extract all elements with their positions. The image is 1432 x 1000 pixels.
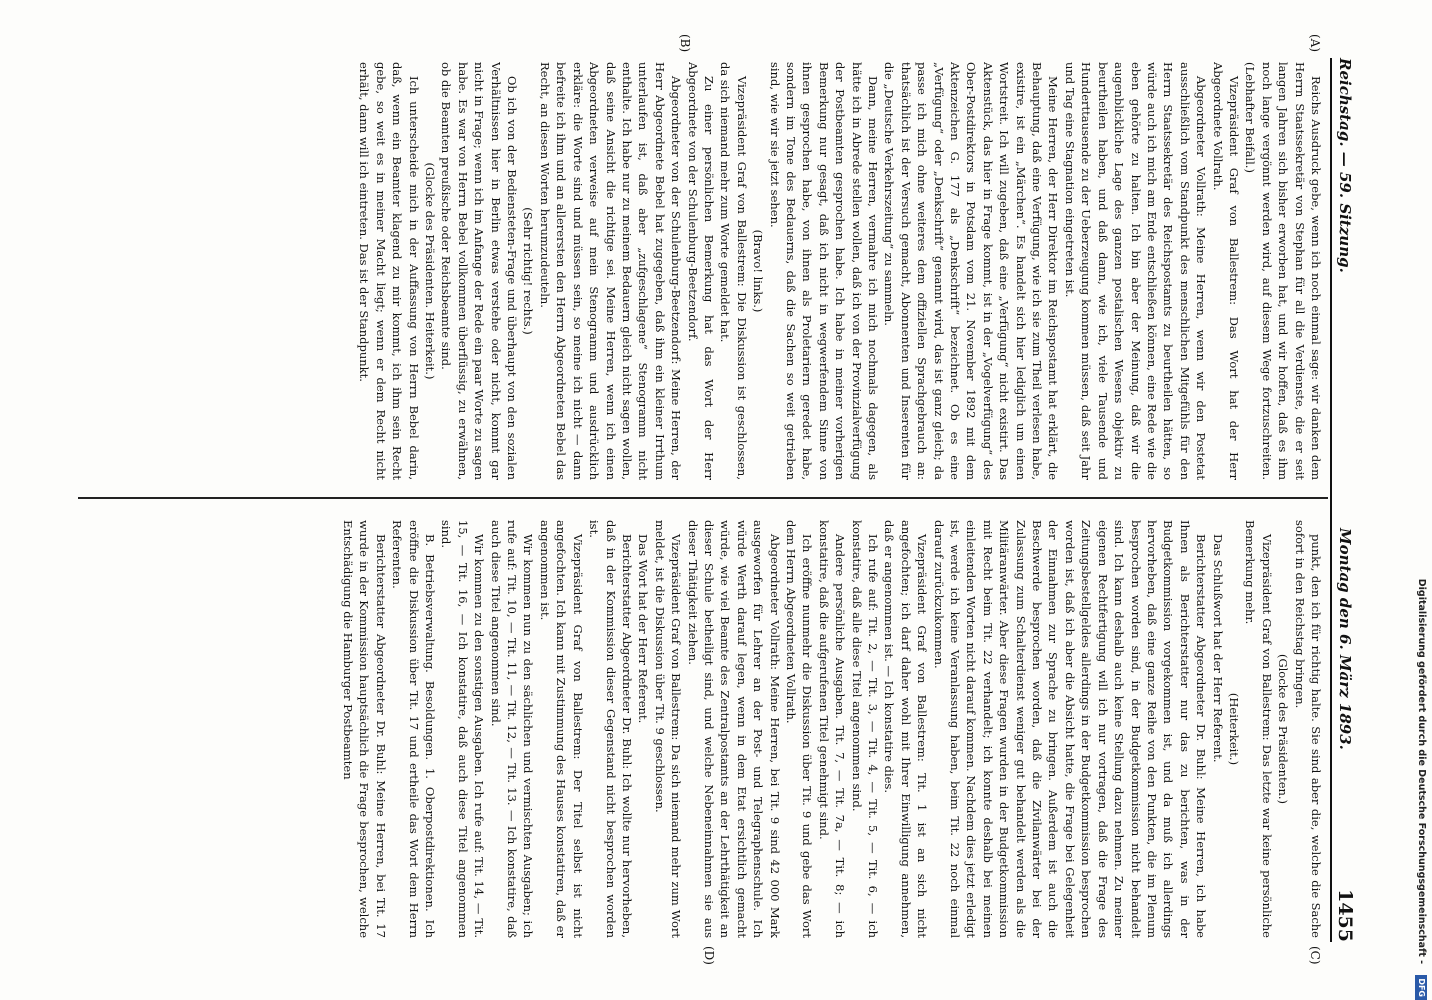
paragraph: Vizepräsident Graf von Ballestrem: Da sich niemand mehr zum Wort meldet, ist die Diskussion über Tit. 9 geschlossen. [652, 520, 684, 938]
paragraph: (Glocke des Präsidenten. Heiterkeit.) [423, 162, 438, 380]
margin-marker-d: (D) [702, 946, 716, 965]
paragraph: Meine Herren, der Herr Direktor im Reichspostamt hat erklärt, die Behauptung, daß eine Verfügung, wie ich sie zum Theil verlesen habe, existire, ist ein „Märchen“. Es handelt sich hier lediglich um einen Wortstreit. Ich will zugeben, daß eine „Verfügung“ nicht existirt. Das Aktenstück, das hier in Frage kommt, ist in der „Vogelverfügung“ des Ober-Postdirektors in Potsdam vom 21. November 1892 mit dem Aktenzeichen G. 177 als „Denkschrift“ bezeichnet. Ob es eine „Verfügung“ oder „Denkschrift“ genannt wird, das ist ganz gleich; da passe ich mich ohne weiteres dem offiziellen Sprachgebrauch an: thatsächlich ist der Versuch gemacht, Abonnenten und Inserenten für die „Deutsche Verkehrszeitung“ zu sammeln. [882, 62, 1061, 480]
margin-marker-b: (B) [678, 34, 692, 53]
paragraph: Vizepräsident Graf von Ballestrem: Das Wort hat der Herr Abgeordnete Vollrath. [1210, 62, 1241, 480]
paragraph: Berichterstatter Abgeordneter Dr. Buhl: Meine Herren, ich habe Ihnen als Berichterstatter nur das zu berichten, was in der Budgetkommission vorgekommen ist, und da muß ich allerdings hervorheben, daß eine ganze Reihe von den Punkten, die im Plenum besprochen worden sind, in der Budgetkommission nicht behandelt sind. Ich kann deshalb auch keine Stellung dazu nehmen. Zu meiner eigenen Rechtfertigung will ich nur vortragen, daß die Frage des Zeitungsbestellgeldes allerdings in der Budgetkommission besprochen worden ist, daß ich aber die Absicht hatte, die Frage bei Gelegenheit der Einnahmen zur Sprache zu bringen. Außerdem ist auch die Beschwerde besprochen worden, daß die Zivilanwärter bei der Zulassung zum Schalterdienst weniger gut behandelt werden als die Militäranwärter. Aber diese Fragen wurden in der Budgetkommission mit Recht beim Tit. 22 verhandelt; ich konnte deshalb bei meinen einleitenden Worten nicht darauf kommen. Nachdem dies jetzt erledigt ist, werde ich keine Veranlassung haben, beim Tit. 22 noch einmal darauf zurückzukommen. [931, 520, 1209, 938]
paragraph: Wir kommen nun zu den sächlichen und vermischten Ausgaben; ich rufe auf: Tit. 10, — Tit. 11, — Tit. 12, — Tit. 13. — Ich konstatire, daß auch diese Titel angenommen sind. [488, 520, 536, 938]
paragraph: Abgeordneter von der Schulenburg-Beetzendorf: Meine Herren, der Herr Abgeordnete Bebel hat zugegeben, daß ihm ein kleiner Irrthum unterlaufen ist, daß aber „zufgeschlagene“ Stenogramm nicht enthalte. Ich habe nur zu meinem Bedauern gleich nicht sagen wollen, daß seine Ansicht die richtige sei. Meine Herren, wenn ich einen Abgeordneten verweise auf mein Stenogramm und ausdrücklich erkläre: die Worte sind und müssen sein, so meine ich nicht — dann befreite ich ihm und an allerersten den Herrn Abgeordneten Bebel das Recht, an diesen Worten herumzudeuteln. [537, 62, 684, 480]
paragraph: Andere persönliche Ausgaben. Tit. 7, — Tit. 7a, — Tit. 8; — ich konstatire, daß die aufgerufenen Titel genehmigt sind. [816, 520, 848, 938]
paragraph: Ob ich von der Bediensteten-Frage und überhaupt von den sozialen Verhältnissen hier in Berlin etwas verstehe oder nicht, kommt gar nicht in Frage; wenn ich im Anfange der Rede ein paar Worte zu sagen habe. Es war von Herrn Bebel vollkommen überflüssig, zu erwähnen, ob die Beamten preußische oder Reichsbeamte sind. [439, 62, 520, 480]
header-session: Reichstag. — 59. Sitzung. [1336, 58, 1354, 273]
paragraph: Reichs Ausdruck gebe, wenn ich noch einmal sage: wir danken dem Herrn Staatssekretär von Stephan für all die Verdienste, die er seit langen Jahren sich bisher erworben hat, und wir hoffen, daß es ihm noch lange vergönnt werden wird, auf diesem Wege fortzuschreiten. (Lebhafter Beifall.) [1243, 62, 1323, 480]
page-header [1330, 58, 1366, 942]
paragraph: Berichterstatter Abgeordneter Dr. Buhl: Meine Herren, bei Tit. 17 wurde in der Kommission hauptsächlich die Frage besprochen, welche Entschädigung die Hamburger Postbeamten [341, 520, 388, 938]
header-date: Montag den 6. März 1893. [1336, 528, 1354, 750]
page-number: 1455 [1334, 889, 1356, 942]
column-divider [78, 497, 1328, 499]
paragraph: (Sehr richtig! rechts.) [521, 207, 536, 335]
paragraph: (Glocke des Präsidenten.) [1276, 653, 1291, 805]
paragraph: Vizepräsident Graf von Ballestrem: Der Titel selbst ist nicht angefochten. Ich kann mit Zustimmung des Hauses konstatiren, daß er angenommen ist. [537, 520, 585, 938]
text-column-right [76, 520, 1324, 938]
margin-marker-a: (A) [1308, 34, 1322, 53]
paragraph: Wir kommen zu den sonstigen Ausgaben. Ich rufe auf: Tit. 14, — Tit. 15, — Tit. 16, — Ich konstatire, daß auch diese Titel angenommen sind. [439, 520, 487, 938]
paragraph: B. Betriebsverwaltung. Besoldungen. 1. Oberpostdirektionen. Ich eröffne die Diskussion über Tit. 17 und ertheile das Wort dem Herrn Referenten. [390, 520, 438, 938]
paragraph: (Bravo! links.) [751, 229, 766, 313]
paragraph: Ich eröffne nunmehr die Diskussion über Tit. 9 und gebe das Wort dem Herrn Abgeordneten Vollrath. [784, 520, 815, 938]
paragraph: Berichterstatter Abgeordneter Dr. Buhl: Ich wollte nur hervorheben, daß in der Kommission dieser Gegenstand nicht besprochen worden ist. [587, 520, 634, 938]
paragraph: Abgeordneter Vollrath: Meine Herren, wenn wir den Postetat ausschließlich vom Standpunkt des menschlichen Mitgefühls für den Herrn Staatssekretär des Reichspostamts zu beurtheilen hätten, so würde auch ich mich am Ende entschließen können, eine Rede wie die eben gehörte zu halten. Ich bin aber der Meinung, daß wir die augenblickliche Lage des ganzen postalischen Wesens objektiv zu beurtheilen haben, und daß dann, wie ich, viele Tausende und Hunderttausende zu der Ueberzeugung kommen müssen, daß seit Jahr und Tag eine Stagnation eingetreten ist. [1062, 62, 1209, 480]
paragraph: Das Schlußwort hat der Herr Referent. [1210, 534, 1225, 763]
paragraph: Zu einer persönlichen Bemerkung hat das Wort der Herr Abgeordnete von der Schulenburg-Beetzendorf. [685, 62, 716, 480]
paragraph: Ich unterscheide mich in der Auffassung von Herrn Bebel darin, daß, wenn ein Beamter klagend zu mir kommt, ich ihm sein Recht gebe, so weit es in meiner Macht liegt; wenn er dem Recht nicht erhält, dann will ich eintreten. Das ist der Standpunkt. [357, 62, 421, 480]
text-column-left [76, 62, 1324, 480]
paragraph: (Heiterkeit.) [1226, 692, 1241, 766]
paragraph: Abgeordneter Vollrath: Meine Herren, bei Tit. 9 sind 42 000 Mark ausgeworfen für Lehrer an der Post- und Telegraphenschule. Ich würde Werth darauf legen, wenn in dem Etat ersichtlich gemacht würde, wie viel Beamte des Zentralpostamts an der Lehrthätigkeit an dieser Schule betheiligt sind, und welche Nebeneinnahmen sie aus dieser Thätigkeit ziehen. [685, 520, 782, 938]
watermark-text: Digitalisierung gefördert durch die Deutsche Forschungsgemeinschaft - [1416, 578, 1427, 965]
paragraph: Vizepräsident Graf von Ballestrem: Das letzte war keine persönliche Bemerkung mehr. [1243, 520, 1274, 938]
paragraph: Das Wort hat der Herr Referent. [636, 534, 651, 724]
margin-marker-c: (C) [1308, 946, 1322, 965]
dfg-logo: DFG [1416, 975, 1428, 1000]
paragraph: Vizepräsident Graf von Ballestrem: Tit. 1 ist an sich nicht angefochten; ich darf daher wohl mit Ihrer Einwilligung annehmen, daß er angenommen ist. — Ich konstatire dies. [882, 520, 930, 938]
digitization-watermark [1410, 0, 1432, 1000]
paragraph: Ich rufe auf: Tit. 2, — Tit. 3, — Tit. 4, — Tit. 5, — Tit. 6, — ich konstatire, daß alle diese Titel angenommen sind. [849, 520, 881, 938]
paragraph: punkt, den ich für richtig halte. Sie sind aber die, welche die Sache sofort in den Reichstag bringen. [1292, 520, 1323, 938]
paragraph: Dann, meine Herren, vermahre ich mich nochmals dagegen, als hätte ich in Abrede stellen wollen, daß ich von der Provinzialverfügung der Postbeamten gesprochen habe. Ich habe in meiner vorherigen Bemerkung nur gesagt, daß ich nicht in wegwerfendem Sinne von ihnen gesprochen habe, von ihnen als Proletariern geredet habe, sondern im Tone des Bedauerns, daß die Sachen so weit getrieben sind, wie wir sie jetzt sehen. [767, 62, 881, 480]
paragraph: Vizepräsident Graf von Ballestrem: Die Diskussion ist geschlossen, da sich niemand mehr zum Worte gemeldet hat. [718, 62, 749, 480]
